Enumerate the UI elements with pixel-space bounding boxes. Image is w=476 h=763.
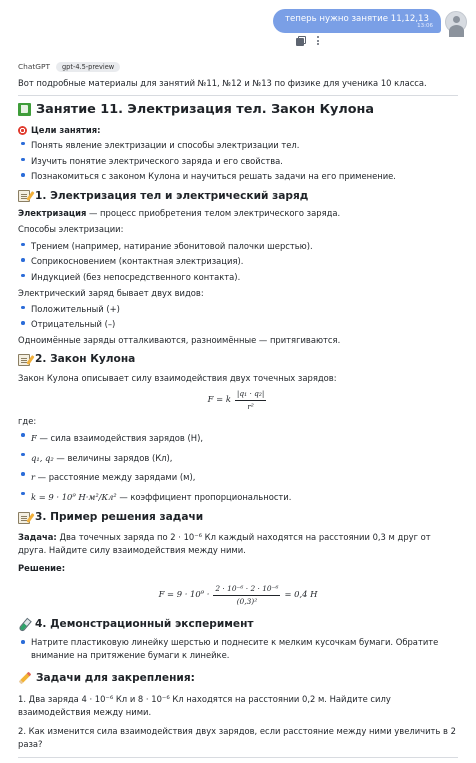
goals-list <box>18 138 458 185</box>
user-message-row <box>0 6 476 32</box>
list-item: 2. Как изменится сила взаимодействия двух зарядов, если расстояние между ними увеличить в 2 раза? <box>18 725 456 749</box>
where-label: где: <box>18 416 37 427</box>
user-message-text: теперь нужно занятие 11,12,13 <box>284 14 429 24</box>
definition-term: Электризация <box>18 208 87 219</box>
solution-label: Решение: <box>18 562 66 573</box>
copy-icon[interactable] <box>296 36 305 45</box>
symbol: k = 9 · 10⁹ Н·м²/Кл² <box>31 491 117 502</box>
symbol-desc: — сила взаимодействия зарядов (Н), <box>36 433 204 444</box>
green-book-icon <box>18 103 31 116</box>
symbol: r <box>31 472 36 483</box>
section-title: 3. Пример решения задачи <box>35 511 204 524</box>
section-title: 2. Закон Кулона <box>35 353 136 366</box>
user-avatar[interactable] <box>445 11 467 33</box>
section-title: 1. Электризация тел и электрический заряд <box>35 189 309 202</box>
symbol-desc: — расстояние между зарядами (м), <box>35 472 196 483</box>
kinds-label: Электрический заряд бывает двух видов: <box>18 287 204 298</box>
assistant-name: ChatGPT <box>18 62 50 71</box>
list-item: Натрите пластиковую линейку шерстью и поднесите к мелким кусочкам бумаги. Обратите внимание на притяжение бумаги к линейке. <box>18 636 458 662</box>
symbol: q₁, q₂ <box>31 452 54 463</box>
test-tube-icon <box>18 618 30 630</box>
list-item: Трением (например, натирание эбонитовой палочки шерстью). <box>18 239 458 255</box>
list-item <box>18 429 458 449</box>
section-heading <box>18 671 458 685</box>
symbols-list <box>18 429 458 507</box>
section-heading <box>18 352 458 366</box>
list-item: Изучить понятие электрического заряда и его свойства. <box>18 154 458 170</box>
more-icon[interactable] <box>313 36 322 45</box>
tasks-list <box>18 693 458 751</box>
pencil-icon <box>18 672 31 685</box>
user-message-bubble <box>273 9 441 33</box>
section-title: Задачи для закрепления: <box>36 672 195 685</box>
lesson-title-text: Занятие 11. Электризация тел. Закон Кулона <box>36 102 375 118</box>
definition <box>18 208 458 219</box>
assistant-header <box>18 60 458 74</box>
charge-rule: Одноимённые заряды отталкиваются, разноимённые — притягиваются. <box>18 335 341 346</box>
list-item: Понять явление электризации и способы электризации тел. <box>18 138 458 154</box>
symbol-desc: — величины зарядов (Кл), <box>53 452 173 463</box>
memo-icon <box>18 354 30 366</box>
task-label: Задача: <box>18 531 57 542</box>
task <box>18 531 458 557</box>
section-heading <box>18 510 458 524</box>
list-item: Положительный (+) <box>18 302 458 318</box>
memo-icon <box>18 512 30 524</box>
list-item: Познакомиться с законом Кулона и научиться решать задачи на его применение. <box>18 169 458 185</box>
kinds-list <box>18 302 458 333</box>
list-item: 1. Два заряда 4 · 10⁻⁶ Кл и 8 · 10⁻⁶ Кл находятся на расстоянии 0,2 м. Найдите силу взаимодействия между ними. <box>18 693 391 717</box>
coulomb-formula <box>18 388 458 412</box>
list-item <box>18 449 458 469</box>
section-title: 4. Демонстрационный эксперимент <box>35 618 254 630</box>
formula-denominator: r² <box>247 401 254 411</box>
symbol-desc: — коэффициент пропорциональности. <box>116 491 292 502</box>
formula-numerator: |q₁ · q₂| <box>235 389 266 401</box>
list-item: Отрицательный (–) <box>18 317 458 333</box>
list-item <box>18 468 458 488</box>
section-heading <box>18 617 458 631</box>
formula-rhs: = 0,4 Н <box>284 589 318 600</box>
list-item <box>18 488 458 508</box>
formula-numerator: 2 · 10⁻⁶ · 2 · 10⁻⁶ <box>213 584 280 596</box>
target-icon <box>18 126 27 135</box>
task-text: Два точечных заряда по 2 · 10⁻⁶ Кл каждый находятся на расстоянии 0,3 м друг от друга. Найдите силу взаимодействия между ними. <box>18 531 431 555</box>
divider <box>18 95 458 96</box>
methods-list <box>18 239 458 286</box>
section-heading <box>18 189 458 203</box>
intro-text: Вот подробные материалы для занятий №11, №12 и №13 по физике для ученика 10 класса. <box>18 78 427 88</box>
symbol: F <box>31 433 37 444</box>
list-item: Индукцией (без непосредственного контакта). <box>18 270 458 286</box>
methods-label: Способы электризации: <box>18 224 124 235</box>
model-badge[interactable]: gpt-4.5-preview <box>56 62 120 73</box>
divider <box>18 757 458 758</box>
goals-label: Цели занятия: <box>31 124 101 135</box>
list-item: Соприкосновением (контактная электризация). <box>18 254 458 270</box>
message-actions <box>296 36 322 45</box>
formula-denominator: (0,3)² <box>236 596 258 606</box>
goals-heading <box>18 125 458 136</box>
solution-formula <box>18 580 458 610</box>
definition-text: — процесс приобретения телом электрического заряда. <box>86 208 341 219</box>
assistant-response <box>18 60 458 763</box>
experiment-list <box>18 636 458 662</box>
formula-fraction <box>213 584 280 607</box>
message-time: 13:06 <box>417 22 433 29</box>
coulomb-text: Закон Кулона описывает силу взаимодействия двух точечных зарядов: <box>18 372 337 383</box>
formula-lhs: F = k <box>207 394 231 405</box>
formula-fraction <box>235 389 266 412</box>
memo-icon <box>18 190 30 202</box>
lesson-title <box>18 101 458 118</box>
formula-lhs: F = 9 · 10⁹ · <box>158 589 210 600</box>
